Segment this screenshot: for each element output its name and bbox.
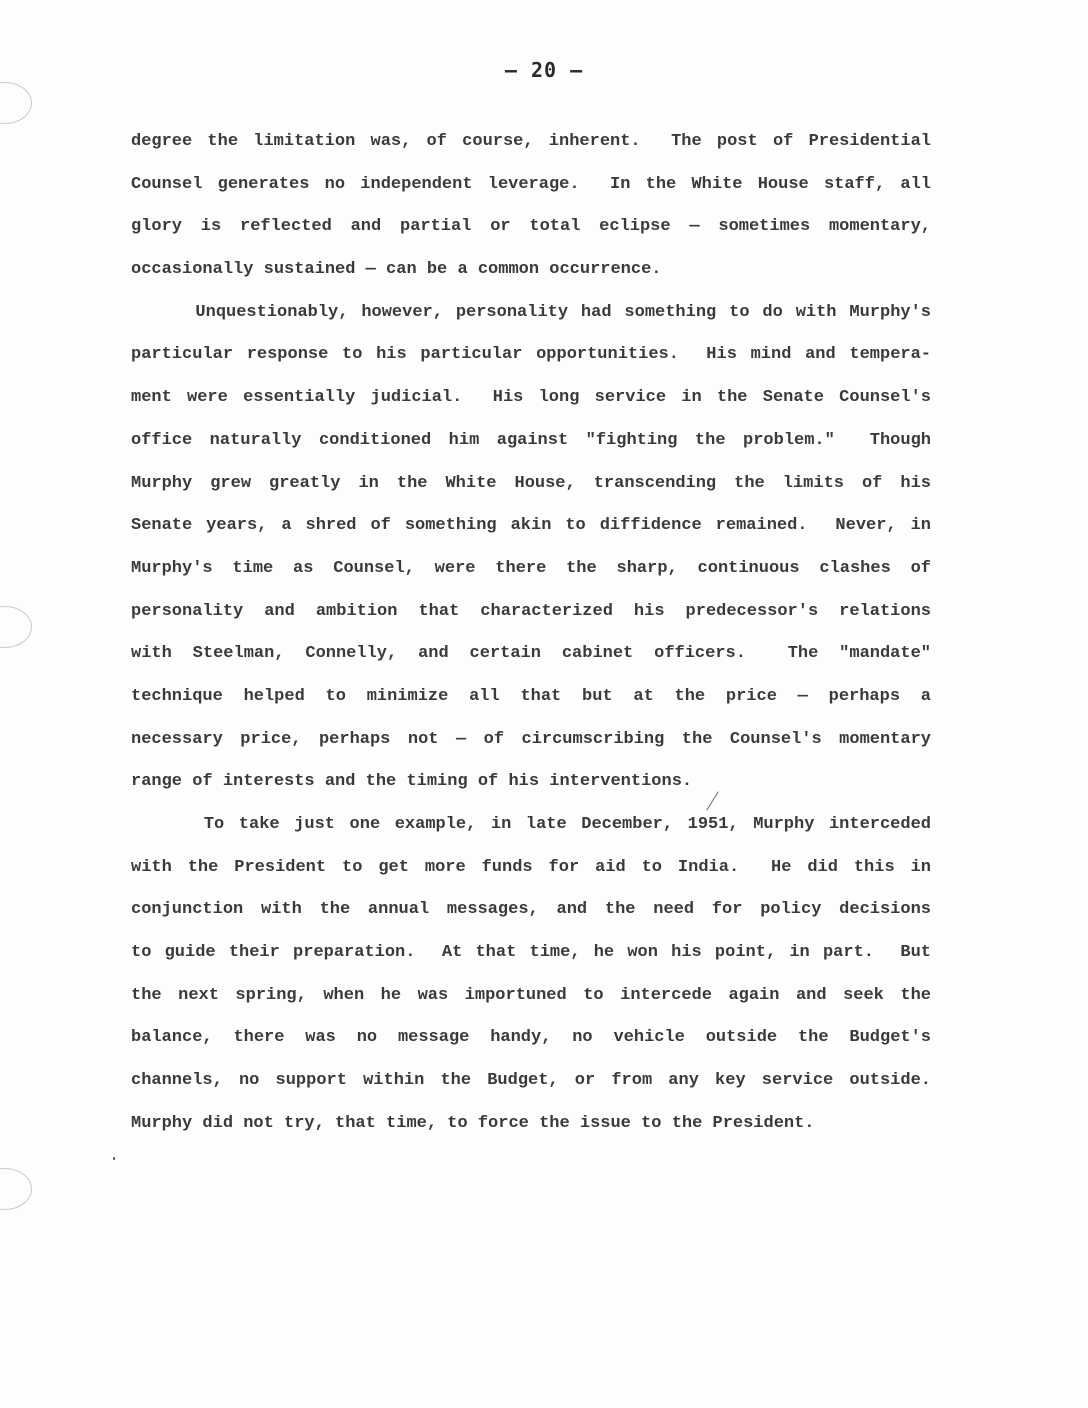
text-line: To take just one example, in late December, 1951, Murphy interceded	[131, 815, 931, 834]
text-line: particular response to his particular opportunities. His mind and tempera-	[131, 345, 931, 365]
punch-hole-top	[0, 82, 32, 124]
text-line: Murphy grew greatly in the White House, transcending the limits of his	[131, 473, 931, 493]
text-line: glory is reflected and partial or total eclipse — sometimes momentary,	[131, 217, 931, 237]
text-line: necessary price, perhaps not — of circumscribing the Counsel's momentary	[131, 729, 931, 749]
text-line: technique helped to minimize all that but at the price — perhaps a	[131, 686, 931, 706]
paragraph-1	[131, 121, 931, 292]
text-line: range of interests and the timing of his interventions.	[131, 772, 693, 792]
text-line: Murphy did not try, that time, to force the issue to the President.	[131, 1113, 815, 1133]
punch-hole-middle	[0, 606, 32, 648]
text-line: Senate years, a shred of something akin to diffidence remained. Never, in	[131, 516, 931, 536]
text-line: with Steelman, Connelly, and certain cabinet officers. The "mandate"	[131, 644, 931, 664]
paragraph-2	[131, 292, 931, 804]
text-line: balance, there was no message handy, no vehicle outside the Budget's	[131, 1028, 931, 1048]
text-line: degree the limitation was, of course, inherent. The post of Presidential	[131, 132, 931, 151]
body-text	[131, 121, 931, 1146]
text-line: conjunction with the annual messages, and the need for policy decisions	[131, 900, 931, 920]
paragraph-3	[131, 804, 931, 1146]
text-line: ment were essentially judicial. His long service in the Senate Counsel's	[131, 388, 931, 408]
text-line: Murphy's time as Counsel, were there the sharp, continuous clashes of	[131, 558, 931, 578]
text-line: with the President to get more funds for aid to India. He did this in	[131, 857, 931, 877]
text-line: personality and ambition that characterized his predecessor's relations	[131, 601, 931, 621]
punch-hole-bottom	[0, 1168, 32, 1210]
text-line: the next spring, when he was importuned to intercede again and seek the	[131, 985, 931, 1005]
text-line: to guide their preparation. At that time, he won his point, in part. But	[131, 943, 931, 963]
text-line: Counsel generates no independent leverage. In the White House staff, all	[131, 174, 931, 194]
text-line: office naturally conditioned him against "fighting the problem." Though	[131, 430, 931, 450]
text-line: Unquestionably, however, personality had something to do with Murphy's	[131, 302, 931, 322]
page-number: — 20 —	[504, 58, 584, 82]
text-line: channels, no support within the Budget, or from any key service outside.	[131, 1071, 931, 1091]
text-line: occasionally sustained — can be a common occurrence.	[131, 260, 662, 280]
stray-mark	[113, 1157, 115, 1160]
